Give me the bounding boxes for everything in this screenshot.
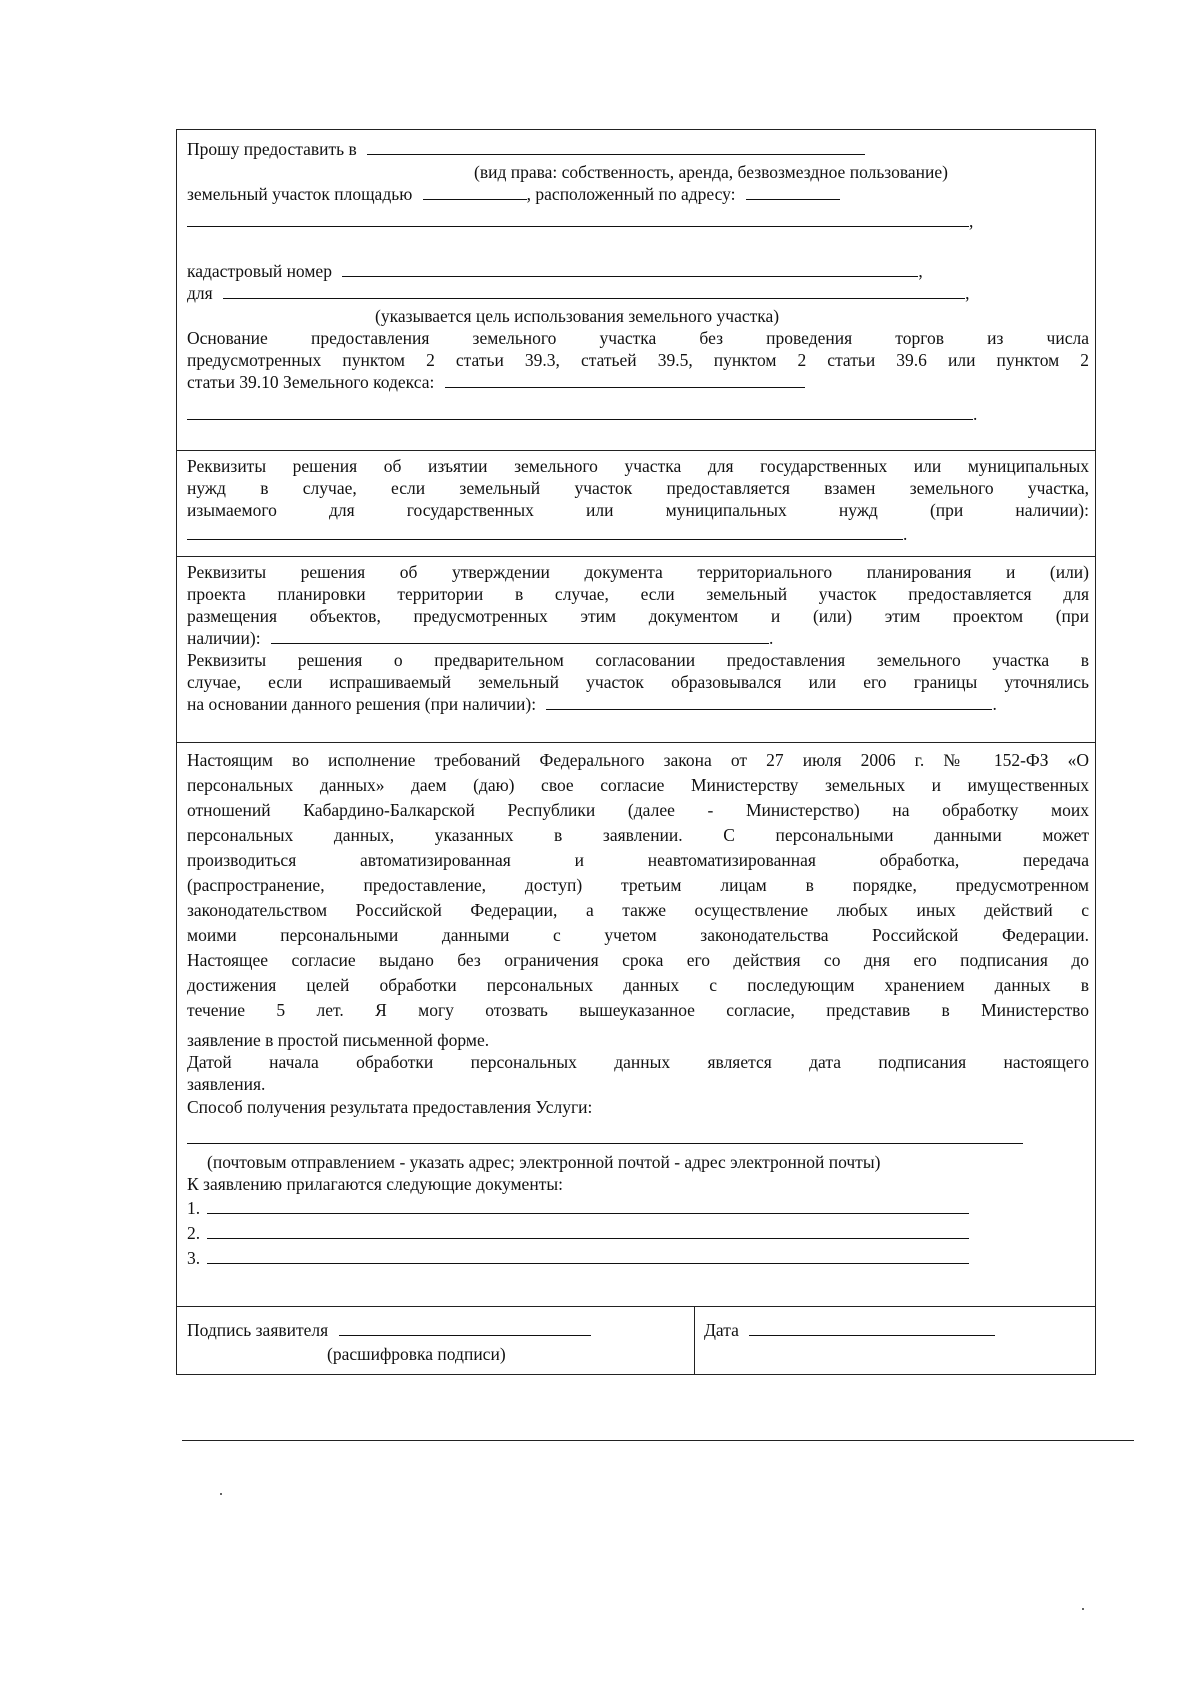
consent-line: отношений Кабардино-Балкарской Республики (далее - Министерство) на обработку моих xyxy=(187,800,1089,820)
prelim-line-3: на основании данного решения (при наличии): xyxy=(187,694,537,714)
attachment-field-1[interactable] xyxy=(207,1197,969,1214)
consent-line: течение 5 лет. Я могу отозвать вышеуказанное согласие, представив в Министерство xyxy=(187,1000,1089,1020)
speck xyxy=(220,1493,222,1495)
seizure-line-3: изымаемого для государственных или муниципальных нужд (при наличии): xyxy=(187,500,1089,520)
basis-row xyxy=(187,371,805,393)
consent-line: законодательством Российской Федерации, а также осуществление любых иных действий с xyxy=(187,900,1089,920)
seizure-line-2: нужд в случае, если земельный участок предоставляется взамен земельного участка, xyxy=(187,478,1089,498)
basis-line-3: статьи 39.10 Земельного кодекса: xyxy=(187,372,435,392)
start-date-line-2: заявления. xyxy=(187,1074,266,1094)
section-signature xyxy=(177,1306,1095,1375)
cadastral-number-field[interactable] xyxy=(342,260,918,277)
attachment-row-3 xyxy=(187,1247,969,1269)
speck xyxy=(1082,1608,1084,1610)
basis-field[interactable] xyxy=(445,371,805,388)
consent-line: персональных данных» даем (даю) свое согласие Министерству земельных и имущественных xyxy=(187,775,1089,795)
period: . xyxy=(903,524,908,544)
comma: , xyxy=(918,261,923,281)
transcript-hint: (расшифровка подписи) xyxy=(327,1344,506,1364)
address-row xyxy=(187,210,973,232)
result-method-hint: (почтовым отправлением - указать адрес; электронной почтой - адрес электронной почты) xyxy=(207,1152,881,1172)
right-type-field[interactable] xyxy=(367,138,865,155)
prelim-field[interactable] xyxy=(546,693,992,710)
applicant-signature-row xyxy=(187,1319,591,1341)
applicant-signature-field[interactable] xyxy=(339,1319,591,1336)
basis-row-2 xyxy=(187,403,977,425)
planning-line-4: наличии): xyxy=(187,628,261,648)
right-type-hint: (вид права: собственность, аренда, безвозмездное пользование) xyxy=(474,162,948,182)
planning-line-1: Реквизиты решения об утверждении документа территориального планирования и (или) xyxy=(187,562,1089,582)
consent-line: Настоящее согласие выдано без ограничения срока его действия со дня его подписания до xyxy=(187,950,1089,970)
start-date-line-1: Датой начала обработки персональных данных является дата подписания настоящего xyxy=(187,1052,1089,1072)
comma: , xyxy=(969,211,974,231)
purpose-row xyxy=(187,282,969,304)
attachment-field-2[interactable] xyxy=(207,1222,969,1239)
plot-address-label: , расположенный по адресу: xyxy=(526,184,736,204)
consent-line: достижения целей обработки персональных данных с последующим хранением данных в xyxy=(187,975,1089,995)
date-row xyxy=(704,1319,995,1341)
purpose-field[interactable] xyxy=(223,282,965,299)
plot-address-field-2[interactable] xyxy=(187,210,969,227)
section-seizure xyxy=(177,450,1095,557)
result-method-field[interactable] xyxy=(187,1127,1023,1144)
period: . xyxy=(973,404,978,424)
attachment-number: 3. xyxy=(187,1248,201,1268)
section-planning xyxy=(177,556,1095,743)
consent-line: Настоящим во исполнение требований Федерального закона от 27 июля 2006 г. № 152-ФЗ «О xyxy=(187,750,1089,770)
planning-row xyxy=(187,627,773,649)
basis-field-2[interactable] xyxy=(187,403,973,420)
attachment-field-3[interactable] xyxy=(207,1247,969,1264)
for-label: для xyxy=(187,283,213,303)
signature-divider xyxy=(694,1307,695,1375)
section-consent xyxy=(177,742,1095,1307)
date-label: Дата xyxy=(704,1320,739,1340)
plot-area-field[interactable] xyxy=(423,183,527,200)
planning-field[interactable] xyxy=(271,627,769,644)
attachment-number: 1. xyxy=(187,1198,201,1218)
seizure-line-1: Реквизиты решения об изъятии земельного участка для государственных или муниципальных xyxy=(187,456,1089,476)
attachment-number: 2. xyxy=(187,1223,201,1243)
result-method-label: Способ получения результата предоставления Услуги: xyxy=(187,1097,593,1117)
date-field[interactable] xyxy=(749,1319,995,1336)
purpose-hint: (указывается цель использования земельного участка) xyxy=(375,306,780,326)
prelim-row xyxy=(187,693,997,715)
attachments-label: К заявлению прилагаются следующие документы: xyxy=(187,1174,563,1194)
attachment-row-1 xyxy=(187,1197,969,1219)
request-row xyxy=(187,138,865,160)
comma: , xyxy=(965,283,970,303)
plot-area-label: земельный участок площадью xyxy=(187,184,413,204)
request-label: Прошу предоставить в xyxy=(187,139,357,159)
plot-row xyxy=(187,183,840,205)
applicant-signature-label: Подпись заявителя xyxy=(187,1320,329,1340)
consent-line: моими персональными данными с учетом законодательства Российской Федерации. xyxy=(187,925,1089,945)
prelim-line-2: случае, если испрашиваемый земельный участок образовывался или его границы уточнялись xyxy=(187,672,1089,692)
plot-address-field[interactable] xyxy=(746,183,840,200)
consent-last-line: заявление в простой письменной форме. xyxy=(187,1030,490,1050)
planning-line-2: проекта планировки территории в случае, если земельный участок предоставляется для xyxy=(187,584,1089,604)
application-form xyxy=(176,129,1096,1375)
basis-line-2: предусмотренных пунктом 2 статьи 39.3, статьей 39.5, пунктом 2 статьи 39.6 или пунктом 2 xyxy=(187,350,1089,370)
cadastral-row xyxy=(187,260,923,282)
footnote-separator xyxy=(182,1440,1134,1441)
seizure-field[interactable] xyxy=(187,523,903,540)
basis-line-1: Основание предоставления земельного участка без проведения торгов из числа xyxy=(187,328,1089,348)
consent-line: (распространение, предоставление, доступ) третьим лицам в порядке, предусмотренном xyxy=(187,875,1089,895)
seizure-row xyxy=(187,523,907,545)
period: . xyxy=(768,628,774,648)
attachment-row-2 xyxy=(187,1222,969,1244)
section-request xyxy=(177,130,1095,450)
prelim-line-1: Реквизиты решения о предварительном согласовании предоставления земельного участка в xyxy=(187,650,1089,670)
consent-line: персональных данных, указанных в заявлении. С персональными данными может xyxy=(187,825,1089,845)
planning-line-3: размещения объектов, предусмотренных этим документом и (или) этим проектом (при xyxy=(187,606,1089,626)
period: . xyxy=(992,694,997,714)
result-method-row xyxy=(187,1127,1023,1149)
consent-line: производиться автоматизированная и неавтоматизированная обработка, передача xyxy=(187,850,1089,870)
cadastral-label: кадастровый номер xyxy=(187,261,332,281)
